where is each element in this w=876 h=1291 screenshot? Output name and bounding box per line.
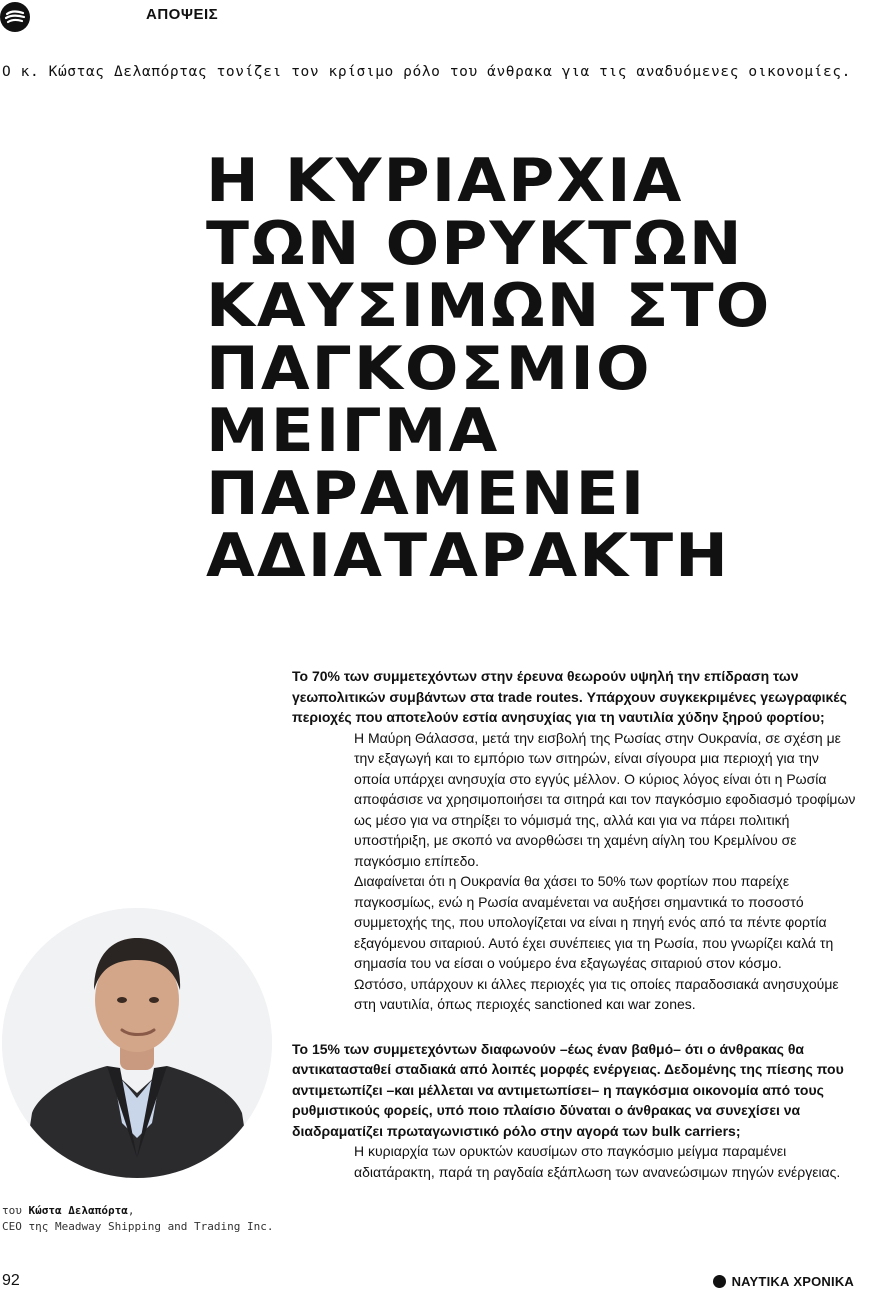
- headline-line: ΑΔΙΑΤΑΡΑΚΤΗ: [206, 521, 730, 591]
- headline-line: Η ΚΥΡΙΑΡΧΙΑ: [206, 146, 684, 216]
- headline-line: ΚΑΥΣΙΜΩΝ ΣΤΟ: [206, 271, 772, 341]
- headline-line: ΤΩΝ ΟΡΥΚΤΩΝ: [206, 208, 744, 279]
- headline-line: ΠΑΓΚΟΣΜΙΟ: [206, 333, 652, 404]
- interview-answer: Η κυριαρχία των ορυκτών καυσίμων στο παγκόσμιο μείγμα παραμένει αδιατάρακτη, παρά τη ραγδαία εξάπλωση των ανανεώσιμων πηγών ενέργειας.: [354, 1143, 841, 1180]
- footer-brand: [713, 1274, 854, 1289]
- author-portrait: [2, 908, 272, 1178]
- author-role: CEO της Meadway Shipping and Trading Inc.: [2, 1220, 274, 1233]
- interview-answer: Η Μαύρη Θάλασσα, μετά την εισβολή της Ρωσίας στην Ουκρανία, σε σχέση με την εξαγωγή και το εμπόριο των σιτηρών, είναι σίγουρα μια περιοχή για την οποία υπάρχει ανησυχία στο εγγύς μέλλον. Ο κύριος λόγος είναι ότι η Ρωσία αποφάσισε να χρησιμοποιήσει τα σιτηρά και τον παγκόσμιο εφοδιασμό τροφίμων ως μέσο για να στηρίξει το νόμισμά της, αλλά και για να πάρει πολιτική υποστήριξη, με σκοπό να ανορθώσει τη χαμένη αίγλη του Κρεμλίνου σε παγκόσμιο επίπεδο.: [354, 729, 856, 869]
- brand-name: ΝΑΥΤΙΚΑ ΧΡΟΝΙΚΑ: [731, 1274, 854, 1289]
- author-name: Κώστα Δελαπόρτα: [28, 1204, 128, 1217]
- article-body: [292, 666, 858, 1182]
- headline-line: ΠΑΡΑΜΕΝΕΙ: [206, 458, 647, 529]
- interview-answer: Διαφαίνεται ότι η Ουκρανία θα χάσει το 50% των φορτίων που παρείχε παγκοσμίως, ενώ η Ρωσία αναμένεται να αυξήσει σημαντικά το ποσοστό συμμετοχής της, που υπολογίζεται να είναι η πηγή ενός από τα πέντε φορτία εξαγόμενου σιταριού. Αυτό έχει συνέπειες για τη Ρωσία, που γνωρίζει καλά τη σημασία του να είσαι ο νούμερο ένα εξαγωγέας σιταριού στον κόσμο.: [354, 873, 834, 971]
- section-label: ΑΠΟΨΕΙΣ: [146, 6, 219, 23]
- article-subtitle: Ο κ. Κώστας Δελαπόρτας τονίζει τον κρίσιμο ρόλο του άνθρακα για τις αναδυόμενες οικονομίες.: [2, 64, 852, 80]
- interview-answer: Ωστόσο, υπάρχουν κι άλλες περιοχές για τις οποίες παραδοσιακά ανησυχούμε στη ναυτιλία, όπως περιοχές sanctioned και war zones.: [354, 975, 839, 1012]
- author-byline: [2, 1203, 274, 1235]
- magazine-wave-logo-icon: [0, 2, 30, 32]
- byline-prefix: του: [2, 1204, 29, 1217]
- byline-suffix: ,: [127, 1204, 135, 1217]
- brand-logo-icon: [713, 1275, 726, 1288]
- headline-line: ΜΕΙΓΜΑ: [206, 396, 500, 466]
- interview-question: Το 15% των συμμετεχόντων διαφωνούν –έως έναν βαθμό– ότι ο άνθρακας θα αντικατασταθεί σταδιακά από λοιπές μορφές ενέργειας. Δεδομένης της πίεσης που αντιμετωπίζει –και μέλλεται να αντιμετωπίσει– η παγκόσμια οικονομία από τους ρυθμιστικούς φορείς, υπό ποιο πλαίσιο δύναται ο άνθρακας να συνεχίσει να διαδραματίζει πρωταγωνιστικό ρόλο στην αγορά των bulk carriers;: [292, 1040, 844, 1139]
- article-headline: [206, 146, 876, 591]
- page-number: 92: [2, 1272, 20, 1289]
- interview-question: Το 70% των συμμετεχόντων στην έρευνα θεωρούν υψηλή την επίδραση των γεωπολιτικών συμβάντων στα trade routes. Υπάρχουν συγκεκριμένες γεωγραφικές περιοχές που αποτελούν εστία ανησυχίας για τη ναυτιλία χύδην ξηρού φορτίου;: [292, 668, 847, 725]
- paragraph-gap: [292, 1015, 858, 1039]
